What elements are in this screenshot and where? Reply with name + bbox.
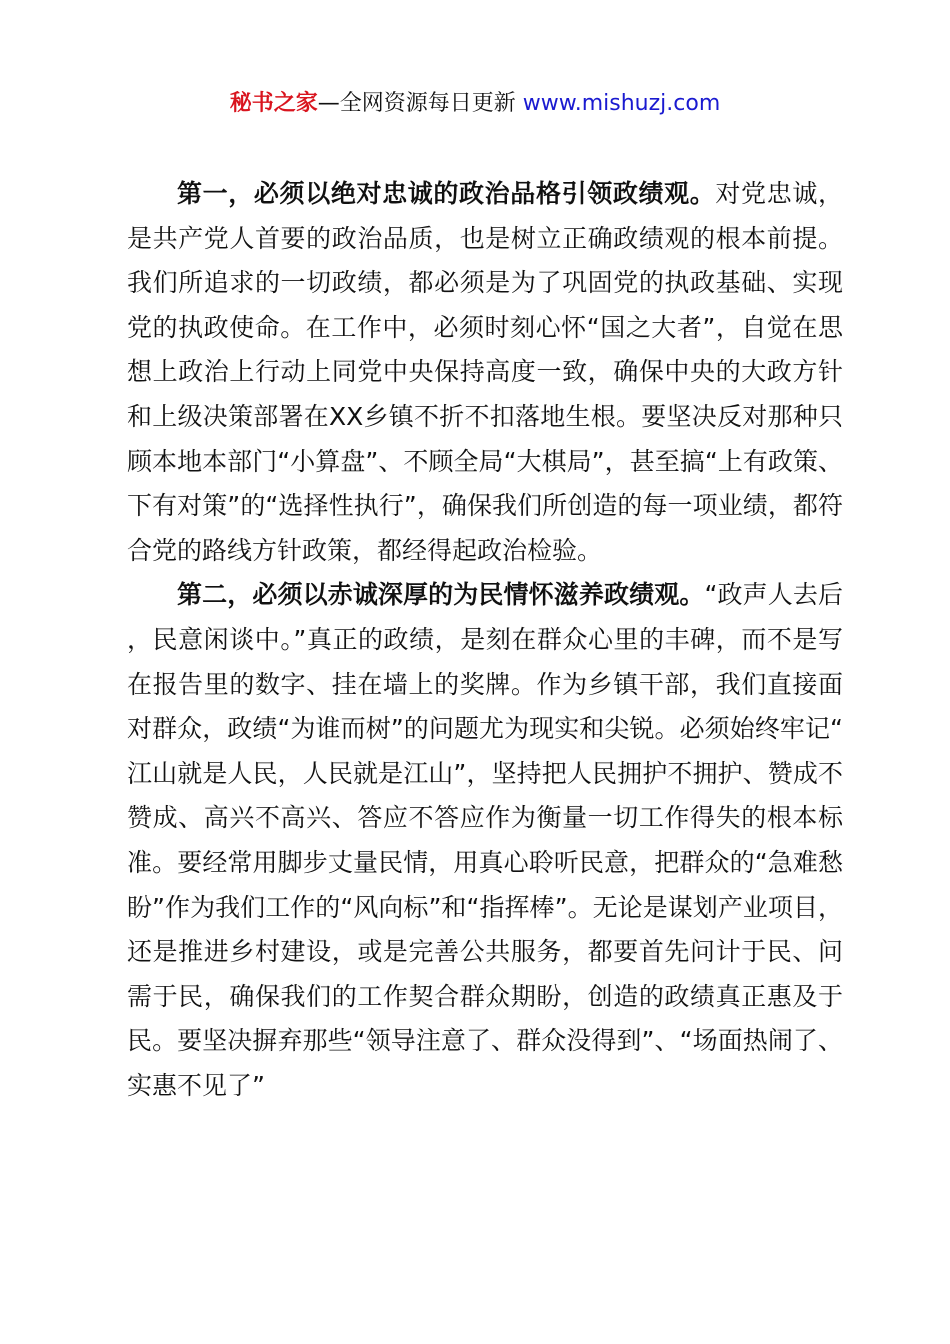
paragraph-1: [127, 172, 843, 573]
document-body: [127, 172, 843, 1108]
paragraph-1-heading: 第一，必须以绝对忠诚的政治品格引领政绩观。: [177, 179, 716, 208]
page-header: [0, 88, 950, 120]
site-tagline: —全网资源每日更新: [317, 91, 523, 116]
paragraph-2-text: “政声人去后，民意闲谈中。”真正的政绩，是刻在群众心里的丰碑，而不是写在报告里的数字、挂在墙上的奖牌。作为乡镇干部，我们直接面对群众，政绩“为谁而树”的问题尤为现实和尖锐。必须始终牢记“江山就是人民，人民就是江山”，坚持把人民拥护不拥护、赞成不赞成、高兴不高兴、答应不答应作为衡量一切工作得失的根本标准。要经常用脚步丈量民情，用真心聆听民意，把群众的“急难愁盼”作为我们工作的“风向标”和“指挥棒”。无论是谋划产业项目，还是推进乡村建设，或是完善公共服务，都要首先问计于民、问需于民，确保我们的工作契合群众期盼，创造的政绩真正惠及于民。要坚决摒弃那些“领导注意了、群众没得到”、“场面热闹了、实惠不见了”: [127, 580, 843, 1100]
paragraph-1-text: 对党忠诚，是共产党人首要的政治品质，也是树立正确政绩观的根本前提。我们所追求的一切政绩，都必须是为了巩固党的执政基础、实现党的执政使命。在工作中，必须时刻心怀“国之大者”，自觉在思想上政治上行动上同党中央保持高度一致，确保中央的大政方针和上级决策部署在XX乡镇不折不扣落地生根。要坚决反对那种只顾本地本部门“小算盘”、不顾全局“大棋局”，甚至搞“上有政策、下有对策”的“选择性执行”，确保我们所创造的每一项业绩，都符合党的路线方针政策，都经得起政治检验。: [127, 179, 843, 565]
site-url-link[interactable]: www.mishuzj.com: [522, 91, 721, 116]
paragraph-2: [127, 573, 843, 1108]
paragraph-2-heading: 第二，必须以赤诚深厚的为民情怀滋养政绩观。: [177, 580, 705, 610]
site-brand: 秘书之家: [229, 91, 318, 116]
